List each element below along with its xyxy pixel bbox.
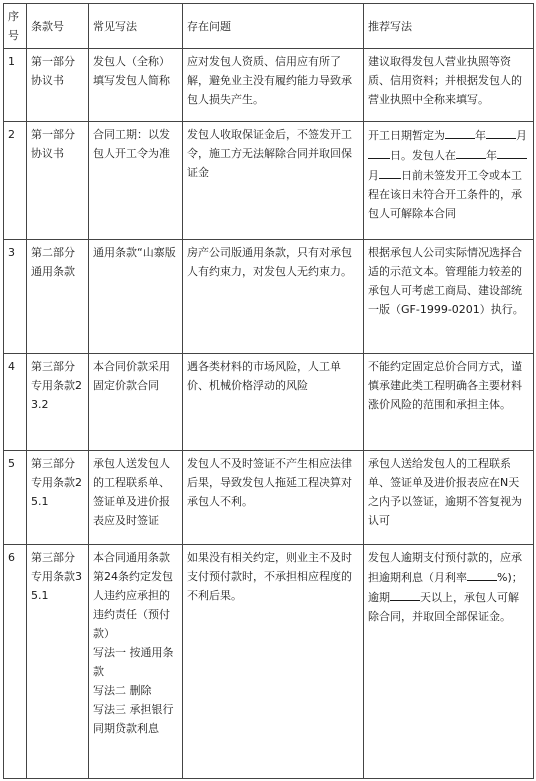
row-problem: 如果没有相关约定，则业主不及时支付预付款时，不承担相应程度的不利后果。 — [183, 545, 364, 779]
rec-text-part: 年 — [475, 129, 486, 142]
rec-text-part: 发包人逾期支付预付款的，应承担逾期利息（月利率 — [368, 551, 522, 584]
row-problem: 发包人收取保证金后，不签发开工令，施工方无法解除合同并取回保证金 — [183, 122, 364, 240]
date-blank — [368, 145, 390, 159]
row-problem: 房产公司版通用条款，只有对承包人有约束力，对发包人无约束力。 — [183, 240, 364, 354]
date-blank — [379, 165, 401, 179]
table-row — [4, 354, 534, 451]
row-clause: 第三部分专用条款23.2 — [27, 354, 89, 451]
row-common: 本合同价款采用固定价款合同 — [89, 354, 183, 451]
row-common: 通用条款“山寨版 — [89, 240, 183, 354]
row-no: 6 — [4, 545, 27, 779]
table-row — [4, 240, 534, 354]
header-clause: 条款号 — [27, 4, 89, 49]
row-problem: 应对发包人资质、信用应有所了解，避免业主没有履约能力导致承包人损失产生。 — [183, 49, 364, 122]
rec-text-part: 月 — [516, 129, 527, 142]
rec-text-part: 逾期 — [368, 591, 390, 604]
row-clause: 第三部分专用条款25.1 — [27, 451, 89, 545]
row-common: 发包人（全称）填写发包人简称 — [89, 49, 183, 122]
table-row — [4, 545, 534, 779]
table-header-row — [4, 4, 534, 49]
rec-text-part: 年 — [486, 149, 497, 162]
row-clause: 第一部分协议书 — [27, 122, 89, 240]
rec-text-part: %)； — [497, 571, 523, 584]
row-recommended: 不能约定固定总价合同方式，谨慎承建此类工程明确各主要材料涨价风险的范围和承担主体。 — [364, 354, 534, 451]
row-clause: 第二部分通用条款 — [27, 240, 89, 354]
row-no: 1 — [4, 49, 27, 122]
row-common: 承包人送发包人的工程联系单、签证单及进价报表应及时签证 — [89, 451, 183, 545]
contract-clause-table — [3, 3, 534, 779]
rec-text-part: 日前未签发开工令或本工程在该日未符合开工条件的，承包人可解除本合同 — [368, 169, 522, 220]
rec-text-part: 开工日期暂定为 — [368, 129, 445, 142]
common-line: 写法三 承担银行同期贷款利息 — [93, 703, 174, 735]
date-blank — [497, 145, 527, 159]
date-blank — [445, 125, 475, 139]
row-recommended — [364, 122, 534, 240]
row-no: 5 — [4, 451, 27, 545]
rec-text-part: 日。发包人在 — [390, 149, 456, 162]
table-row — [4, 49, 534, 122]
rec-text-part: 月 — [368, 169, 379, 182]
days-blank — [390, 587, 420, 601]
row-common: 合同工期：以发包人开工令为准 — [89, 122, 183, 240]
header-recommended: 推荐写法 — [364, 4, 534, 49]
rate-blank — [467, 567, 497, 581]
row-recommended — [364, 545, 534, 779]
rec-text-part: 天以上，承包人可解除合同，并取回全部保证金。 — [368, 591, 519, 623]
common-line: 本合同通用条款第24条约定发包人违约应承担的违约责任（预付款） — [93, 551, 173, 640]
row-clause: 第一部分协议书 — [27, 49, 89, 122]
header-problem: 存在问题 — [183, 4, 364, 49]
row-problem: 发包人不及时签证不产生相应法律后果，导致发包人拖延工程决算对承包人不利。 — [183, 451, 364, 545]
date-blank — [456, 145, 486, 159]
date-blank — [486, 125, 516, 139]
common-line: 写法一 按通用条款 — [93, 646, 174, 678]
row-clause: 第三部分专用条款35.1 — [27, 545, 89, 779]
row-recommended: 建议取得发包人营业执照等资质、信用资料；并根据发包人的营业执照中全称来填写。 — [364, 49, 534, 122]
header-common: 常见写法 — [89, 4, 183, 49]
table-row — [4, 122, 534, 240]
header-no: 序号 — [4, 4, 27, 49]
table-row — [4, 451, 534, 545]
row-recommended: 承包人送给发包人的工程联系单、签证单及进价报表应在N天之内予以签证，逾期不答复视为认可 — [364, 451, 534, 545]
row-problem: 遇各类材料的市场风险，人工单价、机械价格浮动的风险 — [183, 354, 364, 451]
row-no: 2 — [4, 122, 27, 240]
row-recommended: 根据承包人公司实际情况选择合适的示范文本。管理能力较差的承包人可考虑工商局、建设部统一版（GF-1999-0201）执行。 — [364, 240, 534, 354]
row-common — [89, 545, 183, 779]
row-no: 3 — [4, 240, 27, 354]
common-line: 写法二 删除 — [93, 684, 152, 697]
row-no: 4 — [4, 354, 27, 451]
